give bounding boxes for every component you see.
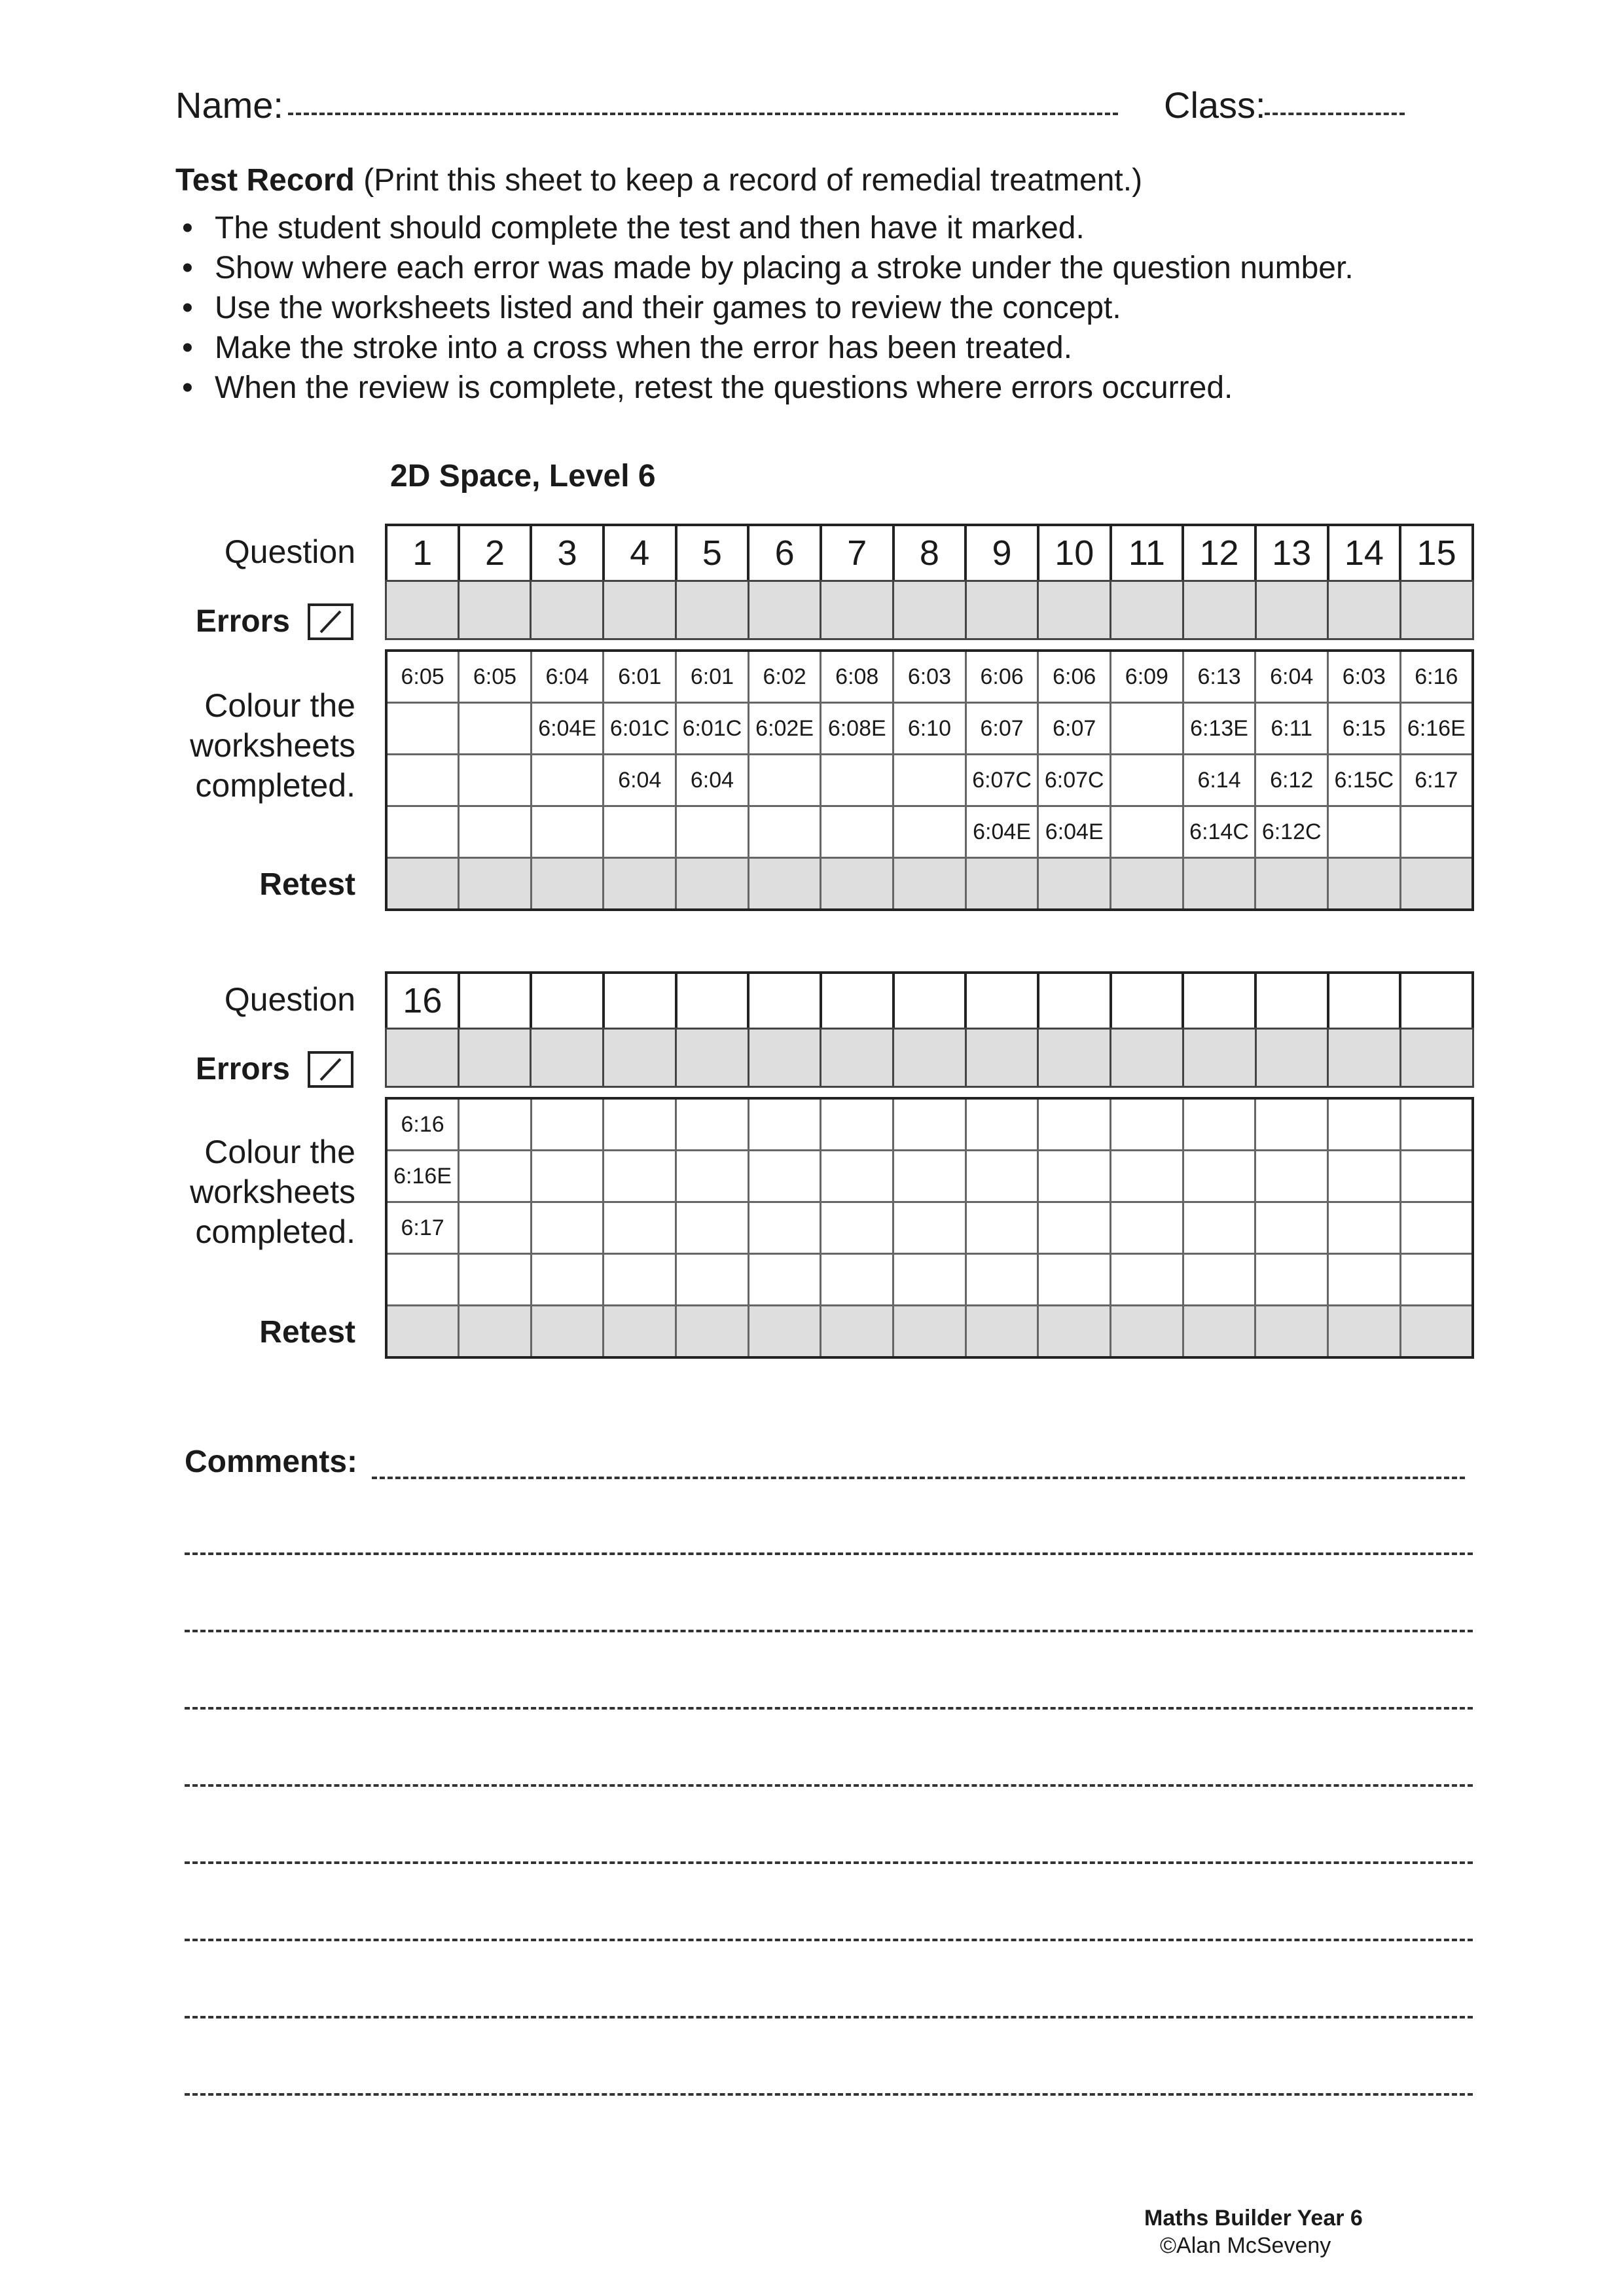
worksheet-cell[interactable]: 6:01C bbox=[604, 703, 676, 755]
error-mark-cell[interactable] bbox=[1183, 581, 1255, 639]
comment-line[interactable] bbox=[185, 2093, 1473, 2096]
worksheet-cell[interactable] bbox=[748, 755, 821, 806]
error-mark-cell[interactable] bbox=[386, 1029, 459, 1087]
worksheet-cell[interactable] bbox=[386, 806, 459, 858]
error-mark-cell[interactable] bbox=[386, 581, 459, 639]
colour-line: completed. bbox=[195, 1213, 355, 1250]
worksheet-cell[interactable] bbox=[604, 1254, 676, 1306]
worksheet-row bbox=[386, 1254, 1473, 1306]
question-number-cell bbox=[1255, 973, 1328, 1029]
worksheet-cell[interactable] bbox=[676, 1098, 749, 1151]
comments-label: Comments: bbox=[185, 1444, 358, 1479]
worksheet-cell[interactable] bbox=[893, 1151, 966, 1202]
worksheet-cell[interactable] bbox=[821, 1202, 893, 1254]
stroke-box-icon bbox=[308, 603, 353, 640]
question-label: Question bbox=[224, 533, 355, 570]
retest-cell[interactable] bbox=[893, 858, 966, 910]
worksheet-cell[interactable] bbox=[604, 806, 676, 858]
worksheet-row bbox=[386, 1202, 1473, 1254]
instruction-item: • When the review is complete, retest the questions where errors occurred. bbox=[175, 368, 1354, 408]
question-number-cell bbox=[604, 973, 676, 1029]
question-number-cell: 14 bbox=[1328, 525, 1401, 581]
error-mark-cell[interactable] bbox=[531, 1029, 604, 1087]
worksheet-cell[interactable] bbox=[531, 806, 604, 858]
question-number-cell: 4 bbox=[604, 525, 676, 581]
worksheet-cell[interactable] bbox=[1111, 1254, 1183, 1306]
worksheet-cell[interactable] bbox=[748, 1254, 821, 1306]
worksheet-cell[interactable] bbox=[965, 1098, 1038, 1151]
comment-line[interactable] bbox=[372, 1477, 1465, 1479]
worksheet-cell[interactable] bbox=[1038, 1098, 1111, 1151]
worksheet-cell[interactable] bbox=[1400, 1254, 1473, 1306]
worksheet-cell[interactable]: 6:13E bbox=[1183, 703, 1255, 755]
worksheet-cell[interactable]: 6:01 bbox=[604, 651, 676, 703]
retest-cell[interactable] bbox=[965, 858, 1038, 910]
worksheet-row bbox=[386, 651, 1473, 703]
question-number-cell bbox=[459, 973, 532, 1029]
intro-text bbox=[175, 162, 1142, 198]
worksheet-cell[interactable]: 6:17 bbox=[1400, 755, 1473, 806]
instruction-item: • Use the worksheets listed and their games to review the concept. bbox=[175, 288, 1354, 328]
error-mark-cell[interactable] bbox=[1111, 581, 1183, 639]
worksheet-cell[interactable] bbox=[893, 1202, 966, 1254]
error-mark-cell[interactable] bbox=[1401, 581, 1473, 639]
question-number-row bbox=[385, 971, 1474, 1030]
question-number-cell bbox=[1038, 973, 1111, 1029]
error-mark-cell[interactable] bbox=[821, 581, 893, 639]
worksheet-cell[interactable]: 6:02E bbox=[748, 703, 821, 755]
worksheet-cell[interactable] bbox=[459, 1202, 532, 1254]
worksheet-cell[interactable] bbox=[1328, 1151, 1401, 1202]
colour-line: worksheets bbox=[190, 727, 355, 764]
question-number-cell: 11 bbox=[1111, 525, 1183, 581]
worksheet-cell[interactable] bbox=[893, 1098, 966, 1151]
colour-worksheets-label bbox=[146, 686, 355, 806]
worksheet-cell[interactable] bbox=[531, 1202, 604, 1254]
worksheet-cell[interactable]: 6:10 bbox=[893, 703, 966, 755]
worksheet-cell[interactable] bbox=[1328, 1202, 1401, 1254]
worksheet-cell[interactable] bbox=[604, 1151, 676, 1202]
question-number-cell bbox=[1328, 973, 1401, 1029]
worksheet-cell[interactable]: 6:11 bbox=[1255, 703, 1328, 755]
retest-cell[interactable] bbox=[1400, 1306, 1473, 1358]
worksheet-cell[interactable] bbox=[1255, 1151, 1328, 1202]
worksheet-row bbox=[386, 755, 1473, 806]
retest-cell[interactable] bbox=[1183, 858, 1255, 910]
retest-cell[interactable] bbox=[531, 1306, 604, 1358]
error-mark-cell[interactable] bbox=[1255, 1029, 1328, 1087]
retest-cell[interactable] bbox=[1111, 858, 1183, 910]
worksheet-cell[interactable] bbox=[1183, 1151, 1255, 1202]
worksheet-cell[interactable] bbox=[1183, 1254, 1255, 1306]
retest-label: Retest bbox=[259, 1315, 355, 1350]
worksheet-cell[interactable] bbox=[459, 1098, 532, 1151]
worksheet-row bbox=[386, 703, 1473, 755]
worksheet-cell[interactable] bbox=[893, 755, 966, 806]
worksheet-cell[interactable] bbox=[821, 1254, 893, 1306]
worksheet-row bbox=[386, 806, 1473, 858]
footer-copyright: ©Alan McSeveny bbox=[1160, 2233, 1331, 2258]
question-number-cell: 1 bbox=[386, 525, 459, 581]
error-mark-cell[interactable] bbox=[1111, 1029, 1183, 1087]
worksheet-cell[interactable] bbox=[1328, 1254, 1401, 1306]
question-number-cell: 8 bbox=[893, 525, 966, 581]
worksheet-cell[interactable] bbox=[1400, 1098, 1473, 1151]
worksheet-row bbox=[386, 1098, 1473, 1151]
error-mark-cell[interactable] bbox=[604, 1029, 676, 1087]
comment-line[interactable] bbox=[185, 1861, 1473, 1864]
worksheet-cell[interactable] bbox=[531, 755, 604, 806]
worksheet-cell[interactable]: 6:04 bbox=[604, 755, 676, 806]
question-number-cell: 6 bbox=[748, 525, 821, 581]
worksheet-cell[interactable]: 6:01C bbox=[676, 703, 749, 755]
worksheet-cell[interactable]: 6:14C bbox=[1183, 806, 1255, 858]
error-mark-cell[interactable] bbox=[1328, 581, 1401, 639]
comment-line[interactable] bbox=[185, 1630, 1473, 1632]
error-mark-cell[interactable] bbox=[676, 1029, 748, 1087]
worksheet-cell[interactable] bbox=[386, 703, 459, 755]
retest-cell[interactable] bbox=[748, 1306, 821, 1358]
worksheet-cell[interactable] bbox=[531, 1151, 604, 1202]
worksheet-cell[interactable] bbox=[676, 806, 749, 858]
worksheet-cell[interactable]: 6:04 bbox=[531, 651, 604, 703]
retest-cell[interactable] bbox=[459, 1306, 532, 1358]
worksheet-cell[interactable]: 6:04E bbox=[531, 703, 604, 755]
worksheet-cell[interactable] bbox=[821, 1151, 893, 1202]
colour-worksheets-label bbox=[146, 1132, 355, 1252]
retest-cell[interactable] bbox=[676, 1306, 749, 1358]
worksheet-cell[interactable] bbox=[1183, 1098, 1255, 1151]
worksheet-cell[interactable]: 6:16E bbox=[386, 1151, 459, 1202]
error-mark-cell[interactable] bbox=[748, 1029, 821, 1087]
worksheet-cell[interactable]: 6:15 bbox=[1328, 703, 1401, 755]
error-mark-cell[interactable] bbox=[1255, 581, 1328, 639]
retest-cell[interactable] bbox=[1328, 858, 1401, 910]
worksheet-cell[interactable] bbox=[459, 755, 532, 806]
worksheet-cell[interactable] bbox=[748, 1151, 821, 1202]
error-mark-cell[interactable] bbox=[893, 1029, 966, 1087]
instructions-list bbox=[175, 208, 1354, 408]
retest-cell[interactable] bbox=[1111, 1306, 1183, 1358]
worksheet-row bbox=[386, 1151, 1473, 1202]
worksheet-cell[interactable] bbox=[459, 703, 532, 755]
question-number-cell: 12 bbox=[1183, 525, 1255, 581]
worksheet-cell[interactable]: 6:06 bbox=[1038, 651, 1111, 703]
worksheet-cell[interactable] bbox=[604, 1202, 676, 1254]
footer-title: Maths Builder Year 6 bbox=[1144, 2206, 1363, 2231]
worksheet-cell[interactable] bbox=[965, 1254, 1038, 1306]
worksheet-cell[interactable] bbox=[1038, 1254, 1111, 1306]
worksheet-cell[interactable] bbox=[1111, 1151, 1183, 1202]
retest-cell[interactable] bbox=[1038, 1306, 1111, 1358]
retest-cell[interactable] bbox=[1038, 858, 1111, 910]
worksheet-cell[interactable] bbox=[965, 1202, 1038, 1254]
worksheet-cell[interactable] bbox=[1328, 806, 1401, 858]
retest-row bbox=[386, 858, 1473, 910]
colour-line: Colour the bbox=[204, 687, 355, 724]
error-mark-cell[interactable] bbox=[1328, 1029, 1401, 1087]
question-number-cell: 9 bbox=[965, 525, 1038, 581]
error-mark-cell[interactable] bbox=[821, 1029, 893, 1087]
worksheet-cell[interactable]: 6:08E bbox=[821, 703, 893, 755]
retest-row bbox=[386, 1306, 1473, 1358]
worksheet-cell[interactable]: 6:13 bbox=[1183, 651, 1255, 703]
worksheet-cell[interactable] bbox=[748, 1202, 821, 1254]
class-label: Class: bbox=[1164, 84, 1266, 126]
worksheet-cell[interactable]: 6:03 bbox=[893, 651, 966, 703]
retest-cell[interactable] bbox=[531, 858, 604, 910]
worksheet-cell[interactable] bbox=[531, 1254, 604, 1306]
retest-cell[interactable] bbox=[1183, 1306, 1255, 1358]
comment-line[interactable] bbox=[185, 1939, 1473, 1941]
question-number-cell: 7 bbox=[821, 525, 893, 581]
retest-cell[interactable] bbox=[821, 858, 893, 910]
name-label: Name: bbox=[175, 84, 283, 126]
intro-bold: Test Record bbox=[175, 163, 355, 198]
error-mark-cell[interactable] bbox=[1401, 1029, 1473, 1087]
question-number-cell bbox=[893, 973, 966, 1029]
retest-cell[interactable] bbox=[386, 858, 459, 910]
worksheet-cell[interactable] bbox=[604, 1098, 676, 1151]
question-number-cell bbox=[748, 973, 821, 1029]
class-field[interactable] bbox=[1265, 113, 1405, 115]
worksheet-cell[interactable]: 6:01 bbox=[676, 651, 749, 703]
colour-line: worksheets bbox=[190, 1174, 355, 1210]
errors-label: Errors bbox=[195, 1052, 290, 1086]
error-mark-cell[interactable] bbox=[1038, 1029, 1111, 1087]
worksheet-cell[interactable]: 6:16 bbox=[386, 1098, 459, 1151]
worksheet-cell[interactable]: 6:05 bbox=[459, 651, 532, 703]
worksheet-cell[interactable] bbox=[1111, 1202, 1183, 1254]
worksheet-cell[interactable]: 6:03 bbox=[1328, 651, 1401, 703]
colour-line: completed. bbox=[195, 767, 355, 804]
worksheet-cell[interactable] bbox=[821, 806, 893, 858]
worksheet-cell[interactable] bbox=[1255, 1202, 1328, 1254]
question-number-cell: 13 bbox=[1255, 525, 1328, 581]
errors-row bbox=[385, 580, 1474, 640]
worksheet-cell[interactable]: 6:16 bbox=[1400, 651, 1473, 703]
error-mark-cell[interactable] bbox=[1183, 1029, 1255, 1087]
worksheet-cell[interactable] bbox=[1255, 1254, 1328, 1306]
worksheet-cell[interactable] bbox=[1111, 1098, 1183, 1151]
retest-cell[interactable] bbox=[459, 858, 532, 910]
worksheet-cell[interactable] bbox=[1400, 1202, 1473, 1254]
retest-cell[interactable] bbox=[821, 1306, 893, 1358]
question-number-cell: 3 bbox=[531, 525, 604, 581]
worksheet-cell[interactable] bbox=[531, 1098, 604, 1151]
worksheet-cell[interactable] bbox=[676, 1151, 749, 1202]
comment-line[interactable] bbox=[185, 1707, 1473, 1710]
worksheet-cell[interactable]: 6:05 bbox=[386, 651, 459, 703]
retest-cell[interactable] bbox=[604, 1306, 676, 1358]
worksheet-cell[interactable] bbox=[459, 1151, 532, 1202]
worksheet-cell[interactable] bbox=[893, 1254, 966, 1306]
intro-rest: (Print this sheet to keep a record of remedial treatment.) bbox=[363, 163, 1143, 198]
worksheet-cell[interactable] bbox=[1111, 703, 1183, 755]
worksheet-cell[interactable]: 6:07C bbox=[1038, 755, 1111, 806]
section-title: 2D Space, Level 6 bbox=[390, 459, 656, 493]
error-mark-cell[interactable] bbox=[965, 1029, 1038, 1087]
worksheets-grid bbox=[385, 1097, 1474, 1359]
comment-line[interactable] bbox=[185, 1552, 1473, 1555]
question-number-cell: 10 bbox=[1038, 525, 1111, 581]
worksheet-cell[interactable] bbox=[748, 1098, 821, 1151]
question-number-cell bbox=[1400, 973, 1473, 1029]
worksheet-cell[interactable]: 6:08 bbox=[821, 651, 893, 703]
retest-label: Retest bbox=[259, 867, 355, 902]
worksheet-cell[interactable] bbox=[676, 1254, 749, 1306]
error-mark-cell[interactable] bbox=[965, 581, 1038, 639]
worksheet-cell[interactable]: 6:07 bbox=[965, 703, 1038, 755]
error-mark-cell[interactable] bbox=[748, 581, 821, 639]
question-number-cell bbox=[965, 973, 1038, 1029]
question-number-cell bbox=[821, 973, 893, 1029]
error-mark-cell[interactable] bbox=[458, 1029, 531, 1087]
error-mark-cell[interactable] bbox=[531, 581, 604, 639]
worksheet-cell[interactable] bbox=[821, 1098, 893, 1151]
worksheet-cell[interactable]: 6:12 bbox=[1255, 755, 1328, 806]
question-number-cell bbox=[676, 973, 749, 1029]
error-mark-cell[interactable] bbox=[604, 581, 676, 639]
worksheet-cell[interactable]: 6:04E bbox=[965, 806, 1038, 858]
question-number-cell: 16 bbox=[386, 973, 459, 1029]
question-number-cell bbox=[1111, 973, 1183, 1029]
worksheet-cell[interactable]: 6:07 bbox=[1038, 703, 1111, 755]
worksheet-cell[interactable]: 6:12C bbox=[1255, 806, 1328, 858]
retest-cell[interactable] bbox=[748, 858, 821, 910]
worksheet-cell[interactable]: 6:02 bbox=[748, 651, 821, 703]
error-mark-cell[interactable] bbox=[893, 581, 966, 639]
instruction-item: • Show where each error was made by placing a stroke under the question number. bbox=[175, 248, 1354, 288]
worksheet-cell[interactable]: 6:04 bbox=[676, 755, 749, 806]
worksheet-cell[interactable]: 6:06 bbox=[965, 651, 1038, 703]
retest-cell[interactable] bbox=[965, 1306, 1038, 1358]
worksheet-cell[interactable] bbox=[1255, 1098, 1328, 1151]
worksheet-cell[interactable] bbox=[1328, 1098, 1401, 1151]
instruction-item: • The student should complete the test and then have it marked. bbox=[175, 208, 1354, 248]
worksheet-cell[interactable] bbox=[1111, 806, 1183, 858]
question-number-row bbox=[385, 524, 1474, 583]
question-number-cell bbox=[1183, 973, 1255, 1029]
comment-line[interactable] bbox=[185, 1784, 1473, 1787]
worksheet-cell[interactable] bbox=[386, 755, 459, 806]
worksheet-cell[interactable] bbox=[386, 1254, 459, 1306]
worksheet-cell[interactable] bbox=[459, 1254, 532, 1306]
retest-cell[interactable] bbox=[1255, 858, 1328, 910]
colour-line: Colour the bbox=[204, 1134, 355, 1170]
stroke-box-icon bbox=[308, 1051, 353, 1088]
retest-cell[interactable] bbox=[1400, 858, 1473, 910]
error-mark-cell[interactable] bbox=[676, 581, 748, 639]
worksheet-cell[interactable] bbox=[1400, 806, 1473, 858]
question-label: Question bbox=[224, 981, 355, 1018]
worksheet-cell[interactable]: 6:17 bbox=[386, 1202, 459, 1254]
question-number-cell: 5 bbox=[676, 525, 749, 581]
worksheet-cell[interactable]: 6:04 bbox=[1255, 651, 1328, 703]
question-number-cell bbox=[531, 973, 604, 1029]
worksheet-cell[interactable]: 6:15C bbox=[1328, 755, 1401, 806]
worksheet-cell[interactable] bbox=[748, 806, 821, 858]
question-number-cell: 2 bbox=[459, 525, 532, 581]
worksheet-cell[interactable]: 6:07C bbox=[965, 755, 1038, 806]
error-mark-cell[interactable] bbox=[458, 581, 531, 639]
worksheet-cell[interactable] bbox=[676, 1202, 749, 1254]
worksheets-grid bbox=[385, 649, 1474, 911]
retest-cell[interactable] bbox=[1255, 1306, 1328, 1358]
worksheet-cell[interactable]: 6:04E bbox=[1038, 806, 1111, 858]
worksheet-cell[interactable] bbox=[459, 806, 532, 858]
worksheet-cell[interactable] bbox=[893, 806, 966, 858]
worksheet-cell[interactable]: 6:16E bbox=[1400, 703, 1473, 755]
errors-label: Errors bbox=[195, 604, 290, 639]
worksheet-cell[interactable] bbox=[1400, 1151, 1473, 1202]
worksheet-cell[interactable] bbox=[1038, 1202, 1111, 1254]
worksheet-cell[interactable] bbox=[1183, 1202, 1255, 1254]
retest-cell[interactable] bbox=[604, 858, 676, 910]
worksheet-cell[interactable]: 6:09 bbox=[1111, 651, 1183, 703]
worksheet-cell[interactable] bbox=[1111, 755, 1183, 806]
worksheet-cell[interactable] bbox=[1038, 1151, 1111, 1202]
worksheet-cell[interactable]: 6:14 bbox=[1183, 755, 1255, 806]
retest-cell[interactable] bbox=[893, 1306, 966, 1358]
error-mark-cell[interactable] bbox=[1038, 581, 1111, 639]
name-field[interactable] bbox=[288, 113, 1118, 115]
errors-row bbox=[385, 1028, 1474, 1088]
comment-line[interactable] bbox=[185, 2016, 1473, 2018]
retest-cell[interactable] bbox=[386, 1306, 459, 1358]
worksheet-cell[interactable] bbox=[965, 1151, 1038, 1202]
question-number-cell: 15 bbox=[1400, 525, 1473, 581]
worksheet-cell[interactable] bbox=[821, 755, 893, 806]
retest-cell[interactable] bbox=[676, 858, 749, 910]
retest-cell[interactable] bbox=[1328, 1306, 1401, 1358]
instruction-item: • Make the stroke into a cross when the error has been treated. bbox=[175, 328, 1354, 368]
